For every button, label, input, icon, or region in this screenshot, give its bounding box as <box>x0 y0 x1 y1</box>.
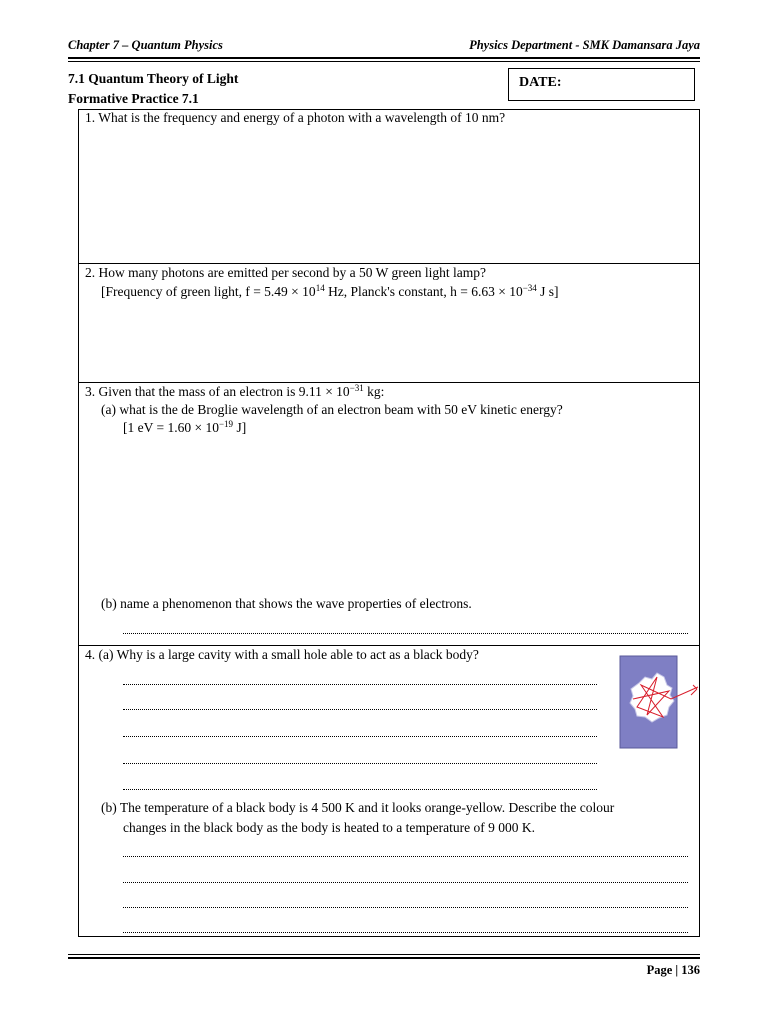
footer-rule-thin <box>68 954 700 955</box>
answer-line-4a[interactable] <box>123 709 597 710</box>
black-body-cavity-figure <box>619 655 701 749</box>
question-3b: (b) name a phenomenon that shows the wave properties of electrons. <box>101 596 472 611</box>
date-box <box>508 68 695 101</box>
question-4b: (b) The temperature of a black body is 4 500 K and it looks orange-yellow. Describe the colour <box>101 800 615 815</box>
answer-area-1[interactable] <box>82 132 696 258</box>
question-2: 2. How many photons are emitted per second by a 50 W green light lamp? <box>85 265 487 280</box>
question-3a: (a) what is the de Broglie wavelength of an electron beam with 50 eV kinetic energy? <box>101 402 563 417</box>
chapter-header: Chapter 7 – Quantum Physics <box>68 38 223 52</box>
question-4b-cont: changes in the black body as the body is heated to a temperature of 9 000 K. <box>123 820 536 835</box>
answer-area-2[interactable] <box>82 305 696 377</box>
answer-line-4b[interactable] <box>123 856 688 857</box>
answer-line-4a[interactable] <box>123 684 597 685</box>
answer-line-4a[interactable] <box>123 736 597 737</box>
section-subtitle: Formative Practice 7.1 <box>68 91 199 106</box>
date-label: DATE: <box>519 75 562 90</box>
header-rule <box>68 57 700 59</box>
section-title: 7.1 Quantum Theory of Light <box>68 71 239 86</box>
answer-line-3b[interactable] <box>123 633 688 634</box>
question-3a-conversion: [1 eV = $1.60 \times 10^{-19}$ J] <box>123 419 247 435</box>
footer-rule <box>68 957 700 959</box>
answer-line-4b[interactable] <box>123 882 688 883</box>
question-1: 1. What is the frequency and energy of a photon with a wavelength of 10 nm? <box>85 110 506 125</box>
row-divider <box>78 382 700 383</box>
answer-area-3a[interactable] <box>82 440 696 590</box>
answer-line-4a[interactable] <box>123 763 597 764</box>
question-4a: 4. (a) Why is a large cavity with a small hole able to act as a black body? <box>85 647 479 662</box>
question-2-constants: [Frequency of green light, $f = 5.49 \times 10^{14}$ Hz, Planck's constant, $h = 6.63 \times 10^{-34}$ J s] <box>101 283 559 299</box>
page-number: Page | 136 <box>646 963 700 977</box>
header-rule-thin <box>68 61 700 62</box>
department-header: Physics Department - SMK Damansara Jaya <box>469 38 700 52</box>
question-3: 3. Given that the mass of an electron is $9.11 \times 10^{-31}$ kg: <box>85 383 385 399</box>
answer-line-4b[interactable] <box>123 907 688 908</box>
answer-line-4a[interactable] <box>123 789 597 790</box>
row-divider <box>78 263 700 264</box>
row-divider <box>78 645 700 646</box>
answer-line-4b[interactable] <box>123 932 688 933</box>
